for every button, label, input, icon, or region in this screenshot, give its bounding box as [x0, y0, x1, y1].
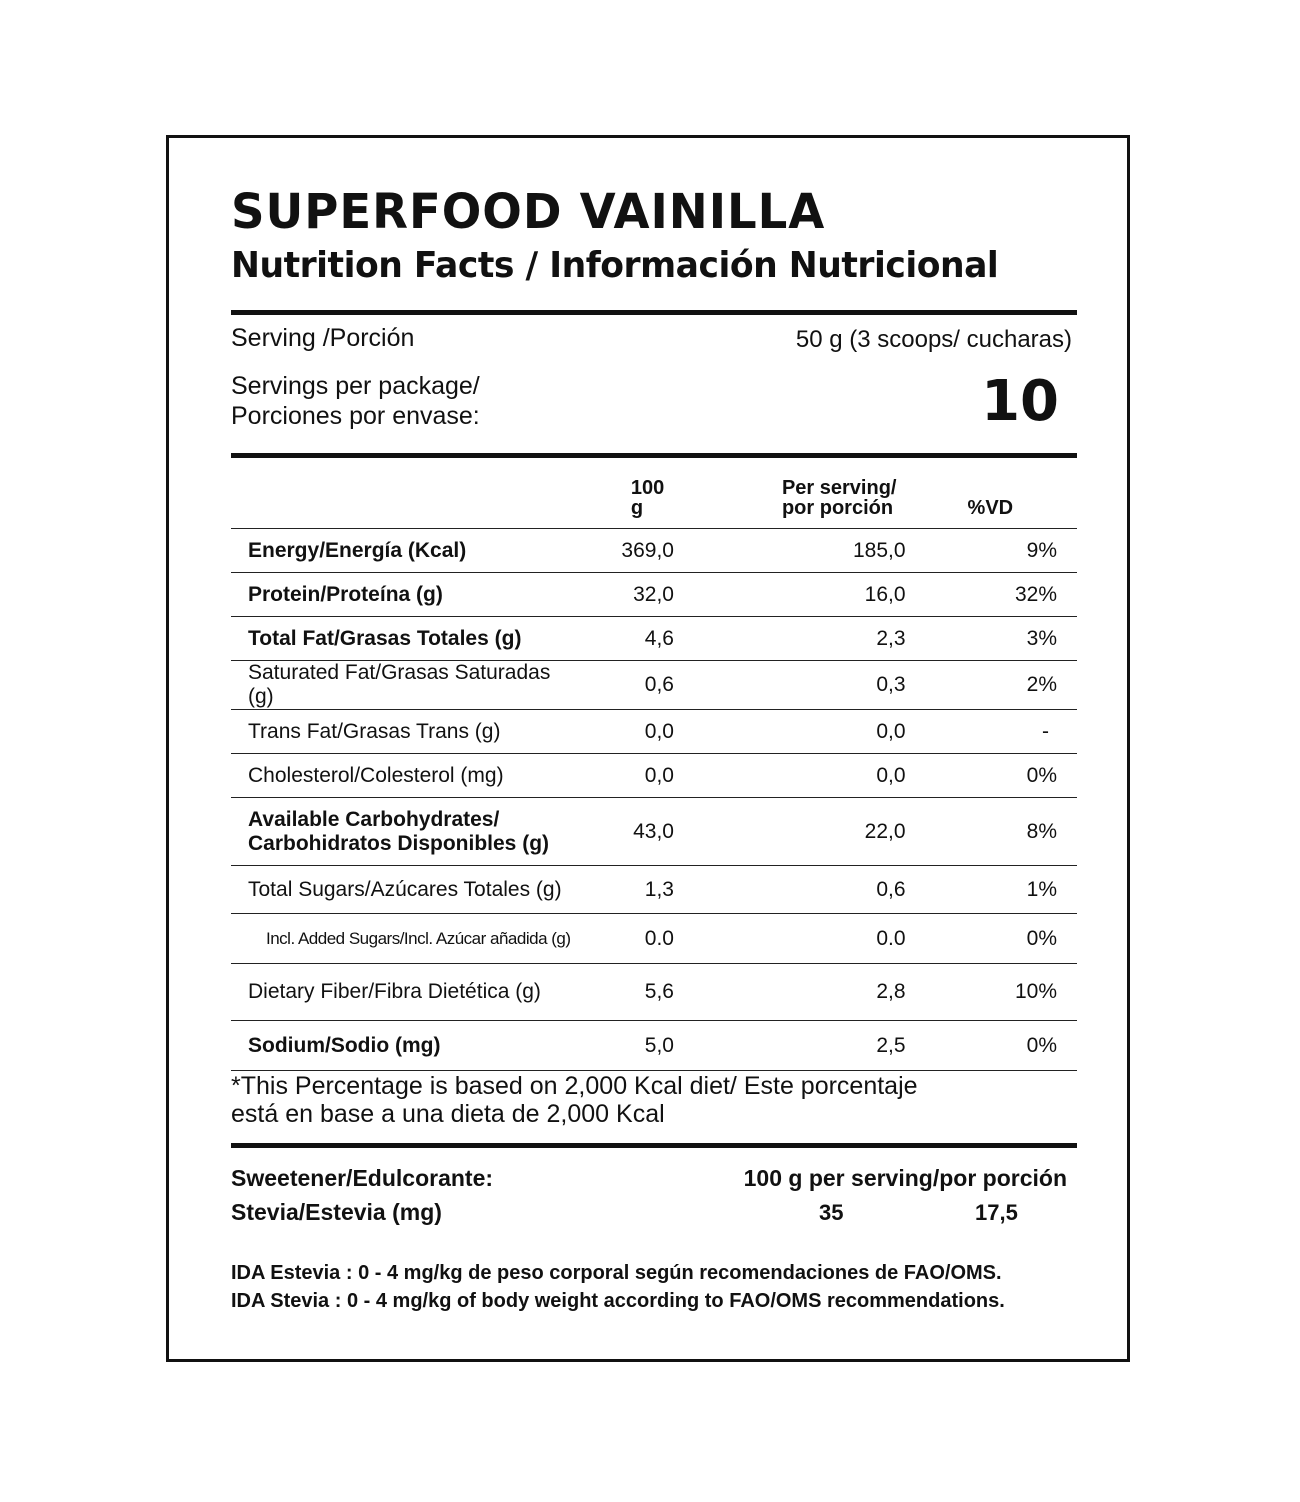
- value-per-serving: 2,3: [674, 617, 906, 661]
- stevia-per-100g: 35: [819, 1200, 844, 1225]
- servings-per-package-label-es: Porciones por envase:: [231, 402, 480, 430]
- value-per-100g: 0,0: [577, 710, 674, 754]
- ida-note-en: IDA Stevia : 0 - 4 mg/kg of body weight according to FAO/OMS recommendations.: [231, 1290, 1005, 1312]
- vd-column-header: %VD: [967, 497, 1014, 519]
- per-serving-header-en: Per serving/: [781, 477, 897, 499]
- serving-label: Serving /Porción: [231, 324, 415, 352]
- nutrient-name: Energy/Energía (Kcal): [231, 529, 577, 573]
- table-row: [231, 1021, 1077, 1071]
- per-100g-column-header: 100 g: [630, 477, 665, 519]
- vd-footnote: [231, 1072, 1051, 1128]
- value-per-100g: 5,6: [577, 964, 674, 1021]
- value-per-serving: 2,5: [674, 1021, 906, 1071]
- nutrient-name: Incl. Added Sugars/Incl. Azúcar añadida (g): [231, 914, 577, 964]
- table-row: [231, 529, 1077, 573]
- table-row: [231, 710, 1077, 754]
- table-row: [231, 754, 1077, 798]
- value-per-serving: 16,0: [674, 573, 906, 617]
- value-per-serving: 22,0: [674, 798, 906, 866]
- value-per-100g: 32,0: [577, 573, 674, 617]
- sweetener-label: Sweetener/Edulcorante:: [231, 1165, 494, 1191]
- value-vd: 0%: [906, 754, 1077, 798]
- sweetener-column-header: 100 g per serving/por porción: [743, 1165, 1067, 1191]
- value-per-serving: 185,0: [674, 529, 906, 573]
- value-per-serving: 0,6: [674, 866, 906, 914]
- table-row: [231, 661, 1077, 710]
- value-vd: 32%: [906, 573, 1077, 617]
- value-vd: 3%: [906, 617, 1077, 661]
- servings-per-package-label: [231, 371, 480, 431]
- table-row: [231, 964, 1077, 1021]
- divider-thick: [231, 310, 1077, 315]
- stevia-label: Stevia/Estevia (mg): [231, 1199, 442, 1225]
- nutrient-name: Total Fat/Grasas Totales (g): [231, 617, 577, 661]
- stevia-per-serving: 17,5: [975, 1200, 1018, 1225]
- value-vd: 2%: [906, 661, 1077, 710]
- value-per-100g: 4,6: [577, 617, 674, 661]
- servings-per-package-label-en: Servings per package/: [231, 372, 480, 400]
- nutrient-name: Total Sugars/Azúcares Totales (g): [231, 866, 577, 914]
- value-per-serving: 0,0: [674, 754, 906, 798]
- value-per-100g: 0,0: [577, 754, 674, 798]
- nutrition-table: [231, 460, 1077, 1071]
- value-per-serving: 0,3: [674, 661, 906, 710]
- table-row: [231, 914, 1077, 964]
- value-vd: 0%: [906, 914, 1077, 964]
- value-per-100g: 43,0: [577, 798, 674, 866]
- nutrient-column-header: [231, 460, 577, 529]
- divider-thick: [231, 1143, 1077, 1148]
- divider-thick: [231, 453, 1077, 458]
- table-row: [231, 573, 1077, 617]
- table-row: [231, 617, 1077, 661]
- product-name: SUPERFOOD VAINILLA: [231, 184, 826, 240]
- nutrient-name: Cholesterol/Colesterol (mg): [231, 754, 577, 798]
- value-per-100g: 0.0: [577, 914, 674, 964]
- value-vd: -: [906, 710, 1077, 754]
- nutrient-name: Protein/Proteína (g): [231, 573, 577, 617]
- ida-note-es: IDA Estevia : 0 - 4 mg/kg de peso corporal según recomendaciones de FAO/OMS.: [231, 1262, 1002, 1284]
- value-per-serving: 0,0: [674, 710, 906, 754]
- nutrition-label: [166, 135, 1130, 1362]
- nutrient-name-en: Available Carbohydrates/: [248, 807, 500, 831]
- nutrient-name: Trans Fat/Grasas Trans (g): [231, 710, 577, 754]
- nutrition-facts-title: Nutrition Facts / Información Nutricional: [231, 245, 999, 286]
- nutrient-name: Saturated Fat/Grasas Saturadas (g): [231, 661, 577, 710]
- value-per-100g: 369,0: [577, 529, 674, 573]
- table-row: [231, 866, 1077, 914]
- nutrient-name-es: Carbohidratos Disponibles (g): [248, 831, 550, 855]
- table-header-row: [231, 460, 1077, 529]
- value-vd: 1%: [906, 866, 1077, 914]
- servings-per-package-value: 10: [981, 369, 1059, 434]
- table-row: [231, 798, 1077, 866]
- value-per-100g: 0,6: [577, 661, 674, 710]
- nutrient-name: Sodium/Sodio (mg): [231, 1021, 577, 1071]
- nutrient-name: [231, 798, 577, 866]
- per-serving-header-es: por porción: [781, 497, 894, 519]
- value-per-serving: 0.0: [674, 914, 906, 964]
- value-vd: 8%: [906, 798, 1077, 866]
- nutrient-name: Dietary Fiber/Fibra Dietética (g): [231, 964, 577, 1021]
- serving-value: 50 g (3 scoops/ cucharas): [795, 326, 1072, 353]
- footnote-line: está en base a una dieta de 2,000 Kcal: [231, 1100, 665, 1128]
- value-vd: 10%: [906, 964, 1077, 1021]
- per-serving-column-header: [674, 460, 906, 529]
- value-per-100g: 5,0: [577, 1021, 674, 1071]
- value-vd: 0%: [906, 1021, 1077, 1071]
- value-per-100g: 1,3: [577, 866, 674, 914]
- value-per-serving: 2,8: [674, 964, 906, 1021]
- value-vd: 9%: [906, 529, 1077, 573]
- footnote-line: *This Percentage is based on 2,000 Kcal diet/ Este porcentaje: [231, 1072, 918, 1100]
